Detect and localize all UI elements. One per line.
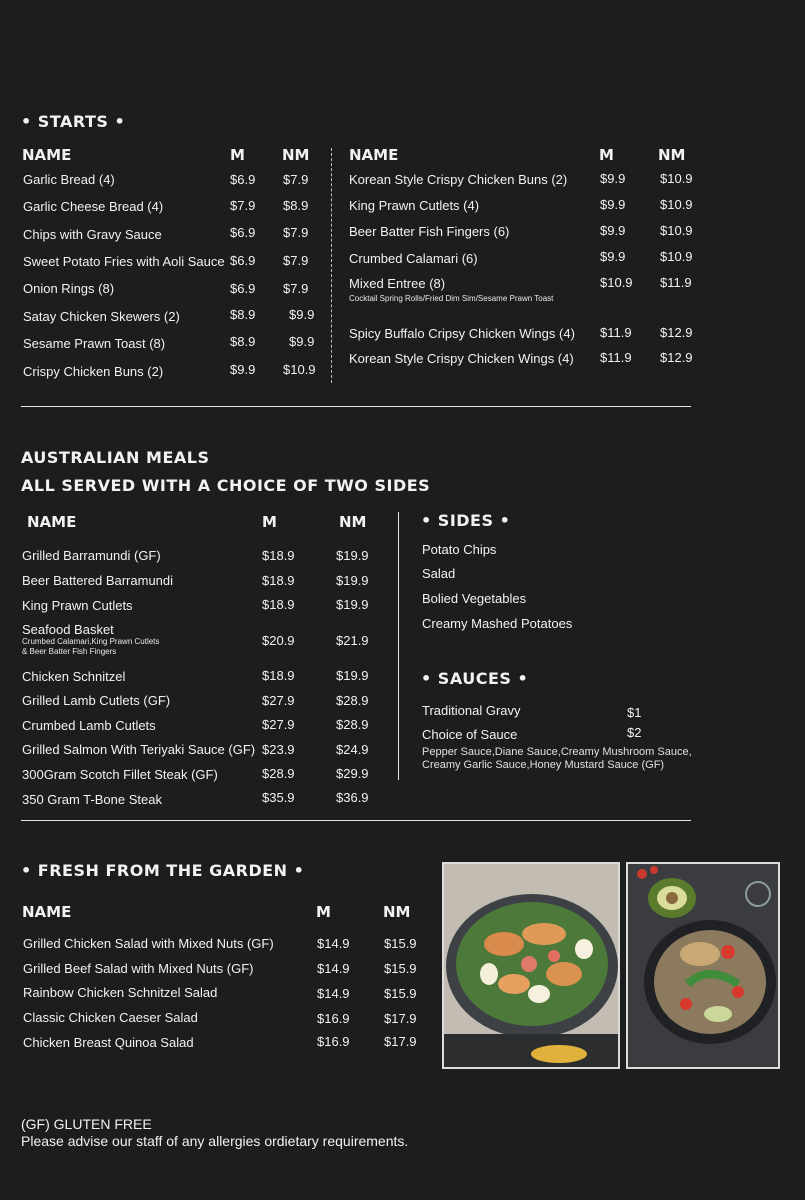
menu-item-name: Rainbow Chicken Schnitzel Salad (23, 985, 218, 1000)
australian-heading: AUSTRALIAN MEALS (21, 448, 210, 467)
salad-photo-1 (442, 862, 620, 1069)
menu-item-price-m: $27.9 (262, 693, 295, 708)
menu-item-name: Choice of Sauce (422, 727, 518, 742)
starts-right-name-header: NAME (349, 146, 399, 164)
menu-item-price-nm: $10.9 (660, 249, 693, 264)
menu-item-price-nm: $17.9 (384, 1011, 417, 1026)
menu-item-name: Chicken Breast Quinoa Salad (23, 1035, 194, 1050)
menu-item-price-nm: $8.9 (283, 198, 309, 213)
list-item: Potato Chips (422, 542, 497, 557)
menu-item-name: 350 Gram T-Bone Steak (22, 792, 162, 807)
menu-item-price-m: $20.9 (262, 633, 295, 648)
list-item: Salad (422, 566, 456, 581)
menu-item-price-nm: $15.9 (384, 961, 417, 976)
menu-item-price-m: $18.9 (262, 668, 295, 683)
menu-item-name: Chicken Schnitzel (22, 669, 126, 684)
menu-item-price-nm: $12.9 (660, 350, 693, 365)
menu-item-price-nm: $11.9 (660, 275, 692, 290)
menu-item-price-m: $11.9 (600, 350, 632, 365)
garden-m-header: M (316, 903, 331, 921)
menu-item-price-nm: $10.9 (660, 171, 693, 186)
starts-left-nm-header: NM (282, 146, 310, 164)
australian-subheading: ALL SERVED WITH A CHOICE OF TWO SIDES (21, 476, 431, 495)
menu-item-name: Korean Style Crispy Chicken Buns (2) (349, 172, 568, 187)
menu-item-price-nm: $7.9 (283, 172, 309, 187)
menu-item-price-nm: $19.9 (336, 548, 369, 563)
menu-item-name: King Prawn Cutlets (22, 598, 133, 613)
menu-item-price-m: $16.9 (317, 1034, 350, 1049)
menu-item-name: Grilled Barramundi (GF) (22, 548, 161, 563)
menu-item-price-m: $23.9 (262, 742, 295, 757)
menu-item-price: $1 (627, 705, 642, 720)
menu-item-name: Sesame Prawn Toast (8) (23, 336, 166, 351)
list-item: Bolied Vegetables (422, 591, 527, 606)
garden-nm-header: NM (383, 903, 411, 921)
menu-item-price-m: $16.9 (317, 1011, 350, 1026)
menu-item-price-nm: $19.9 (336, 668, 369, 683)
menu-item-price-nm: $9.9 (289, 307, 315, 322)
quinoa-bowl-illustration (628, 864, 778, 1067)
menu-item-price-nm: $10.9 (660, 197, 693, 212)
allergy-note: Please advise our staff of any allergies ordietary requirements. (21, 1133, 409, 1149)
garden-heading: • FRESH FROM THE GARDEN • (21, 861, 305, 880)
menu-item-name: Seafood Basket (22, 622, 114, 637)
menu-item-price-nm: $9.9 (289, 334, 315, 349)
menu-item-name: Satay Chicken Skewers (2) (23, 309, 180, 324)
menu-item-price-m: $11.9 (600, 325, 632, 340)
menu-item-price-m: $6.9 (230, 253, 256, 268)
menu-item-price-m: $14.9 (317, 961, 350, 976)
menu-item-name: Grilled Lamb Cutlets (GF) (22, 693, 171, 708)
menu-item-price-nm: $28.9 (336, 693, 369, 708)
column-divider (398, 512, 399, 780)
menu-item-name: Classic Chicken Caeser Salad (23, 1010, 198, 1025)
starts-heading: • STARTS • (21, 112, 126, 131)
menu-item-price-m: $9.9 (600, 223, 626, 238)
menu-item-price-nm: $15.9 (384, 936, 417, 951)
sauces-heading: • SAUCES • (421, 669, 529, 688)
menu-item-price-nm: $7.9 (283, 225, 309, 240)
australian-m-header: M (262, 513, 277, 531)
menu-item-price-m: $8.9 (230, 334, 256, 349)
menu-item-price-m: $9.9 (600, 249, 626, 264)
menu-item-price-nm: $19.9 (336, 573, 369, 588)
menu-item-price-m: $9.9 (230, 362, 256, 377)
menu-item-name: Traditional Gravy (422, 703, 521, 718)
starts-right-nm-header: NM (658, 146, 686, 164)
menu-item-name: Mixed Entree (8) (349, 276, 446, 291)
menu-item-name: Garlic Cheese Bread (4) (23, 199, 164, 214)
menu-item-price-nm: $36.9 (336, 790, 369, 805)
menu-item-price-m: $18.9 (262, 573, 295, 588)
sauce-note: Pepper Sauce,Diane Sauce,Creamy Mushroom Sauce, (422, 746, 692, 758)
menu-item-note: Crumbed Calamari,King Prawn Cutlets (22, 637, 160, 646)
menu-item-price-m: $6.9 (230, 281, 256, 296)
menu-item-name: Korean Style Crispy Chicken Wings (4) (349, 351, 574, 366)
menu-item-price-nm: $7.9 (283, 281, 309, 296)
section-divider (21, 820, 691, 821)
column-divider (331, 148, 332, 383)
starts-right-m-header: M (599, 146, 614, 164)
menu-item-price: $2 (627, 725, 642, 740)
menu-item-price-m: $35.9 (262, 790, 295, 805)
menu-item-name: Crispy Chicken Buns (2) (23, 364, 164, 379)
australian-nm-header: NM (339, 513, 367, 531)
menu-item-name: Crumbed Lamb Cutlets (22, 718, 156, 733)
menu-item-name: Grilled Salmon With Teriyaki Sauce (GF) (22, 742, 256, 757)
menu-item-price-m: $18.9 (262, 548, 295, 563)
starts-left-m-header: M (230, 146, 245, 164)
salad-bowl-illustration (444, 864, 618, 1067)
menu-item-price-nm: $29.9 (336, 766, 369, 781)
menu-item-price-m: $14.9 (317, 936, 350, 951)
menu-item-name: Grilled Beef Salad with Mixed Nuts (GF) (23, 961, 254, 976)
garden-name-header: NAME (22, 903, 72, 921)
menu-item-name: Spicy Buffalo Cripsy Chicken Wings (4) (349, 326, 575, 341)
menu-item-price-m: $14.9 (317, 986, 350, 1001)
menu-item-price-nm: $15.9 (384, 986, 417, 1001)
menu-item-price-nm: $24.9 (336, 742, 369, 757)
list-item: Creamy Mashed Potatoes (422, 616, 573, 631)
menu-item-price-m: $7.9 (230, 198, 256, 213)
australian-name-header: NAME (27, 513, 77, 531)
menu-item-name: Chips with Gravy Sauce (23, 227, 162, 242)
menu-item-name: Grilled Chicken Salad with Mixed Nuts (GF) (23, 936, 274, 951)
menu-item-price-nm: $21.9 (336, 633, 369, 648)
menu-item-price-nm: $10.9 (283, 362, 316, 377)
section-divider (21, 406, 691, 407)
menu-item-name: 300Gram Scotch Fillet Steak (GF) (22, 767, 218, 782)
menu-item-price-m: $10.9 (600, 275, 633, 290)
menu-item-note: & Beer Batter Fish Fingers (22, 647, 117, 656)
salad-photo-2 (626, 862, 780, 1069)
menu-item-price-m: $6.9 (230, 172, 256, 187)
menu-item-price-m: $8.9 (230, 307, 256, 322)
menu-item-price-nm: $28.9 (336, 717, 369, 732)
gluten-free-note: (GF) GLUTEN FREE (21, 1116, 152, 1132)
menu-item-name: Beer Batter Fish Fingers (6) (349, 224, 510, 239)
menu-item-price-nm: $12.9 (660, 325, 693, 340)
menu-item-price-m: $9.9 (600, 171, 626, 186)
menu-item-name: Onion Rings (8) (23, 281, 115, 296)
menu-item-price-m: $18.9 (262, 597, 295, 612)
menu-item-name: Crumbed Calamari (6) (349, 251, 478, 266)
menu-item-price-m: $9.9 (600, 197, 626, 212)
menu-item-price-m: $27.9 (262, 717, 295, 732)
sides-heading: • SIDES • (421, 511, 511, 530)
menu-item-price-nm: $17.9 (384, 1034, 417, 1049)
menu-item-price-m: $6.9 (230, 225, 256, 240)
menu-item-name: Garlic Bread (4) (23, 172, 115, 187)
sauce-note: Creamy Garlic Sauce,Honey Mustard Sauce (GF) (422, 759, 665, 771)
menu-item-name: Sweet Potato Fries with Aoli Sauce (23, 254, 225, 269)
menu-item-price-nm: $7.9 (283, 253, 309, 268)
menu-item-note: Cocktail Spring Rolls/Fried Dim Sim/Sesame Prawn Toast (349, 294, 554, 303)
menu-item-price-nm: $19.9 (336, 597, 369, 612)
menu-item-name: Beer Battered Barramundi (22, 573, 174, 588)
menu-item-price-m: $28.9 (262, 766, 295, 781)
starts-left-name-header: NAME (22, 146, 72, 164)
menu-item-price-nm: $10.9 (660, 223, 693, 238)
menu-item-name: King Prawn Cutlets (4) (349, 198, 480, 213)
